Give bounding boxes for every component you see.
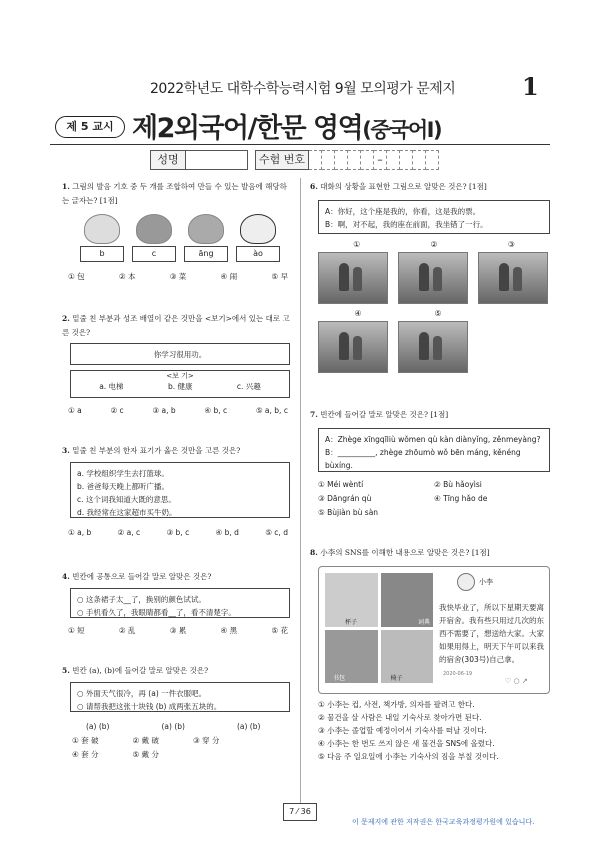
question-7 — [310, 408, 550, 422]
sns-post — [318, 566, 550, 694]
option[interactable]: ② 물건을 살 사람은 내일 기숙사로 찾아가면 된다. — [318, 713, 482, 722]
sns-user: 小李 — [479, 578, 493, 586]
number-cell[interactable] — [322, 150, 335, 170]
option[interactable]: ① a — [68, 406, 82, 415]
option[interactable]: ⑤ 花 — [271, 626, 288, 635]
pic-num: ④ — [354, 309, 362, 318]
q3-item: a. 学校组织学生去打篮球。 — [77, 469, 169, 478]
item-label: 词典 — [417, 618, 430, 626]
q5-col-head: (a) (b) — [86, 722, 110, 731]
subject-title — [132, 106, 441, 145]
q3-items — [70, 462, 290, 518]
scene-picture[interactable] — [318, 321, 388, 373]
q3-number: 3. — [62, 446, 70, 455]
q5-text: 빈칸 (a), (b)에 들어갈 말로 알맞은 것은? — [72, 666, 209, 675]
page-indicator: 7 ⁄ 36 — [283, 803, 317, 821]
q4-items — [70, 588, 290, 618]
subject-sub: (중국어Ⅰ) — [362, 118, 442, 142]
option[interactable]: ② Bù hǎoyìsi — [434, 480, 482, 489]
name-box — [150, 150, 248, 170]
scene-picture[interactable] — [318, 252, 388, 304]
avatar — [457, 573, 475, 591]
q6-dialog — [318, 200, 550, 234]
q3-text: 밑줄 친 부분의 한자 표기가 옳은 것만을 고른 것은? — [72, 446, 241, 455]
item-label: 杯子 — [345, 618, 358, 626]
bogi-item: a. 电梯 — [99, 382, 124, 391]
page-current: 7 — [289, 807, 295, 816]
q1-label: b — [80, 246, 124, 262]
number-cell[interactable] — [413, 150, 426, 170]
q1-number: 1. — [62, 182, 70, 191]
q1-options — [68, 270, 288, 284]
q7-options — [318, 478, 550, 520]
option[interactable]: ② 戴 破 — [132, 736, 159, 745]
number-dash: – — [374, 150, 387, 170]
q4-text: 빈칸에 공통으로 들어갈 말로 알맞은 것은? — [72, 572, 212, 581]
option[interactable]: ① 短 — [68, 626, 85, 635]
q6-pictures-row1 — [318, 252, 548, 304]
option[interactable]: ④ 套 分 — [72, 750, 99, 759]
option[interactable]: ③ b, c — [166, 528, 190, 537]
quokka-picture — [184, 214, 228, 264]
q5-options — [72, 720, 292, 762]
koala-picture — [132, 214, 176, 264]
sns-body: 我快毕业了，所以下星期天要离开宿舍。我有些只用过几次的东西不需要了，想送给大家。大家如果用得上，明天下午可以来我的宿舍(303号)自己拿。 — [439, 603, 544, 664]
question-2 — [62, 312, 292, 340]
pic-num: ① — [353, 240, 361, 249]
q1-label: ào — [236, 246, 280, 262]
option[interactable]: ③ 菜 — [169, 272, 187, 281]
q2-bogi — [70, 370, 290, 398]
cat-picture — [80, 214, 124, 264]
q3-item: b. 爸爸每天晚上都听广播。 — [77, 482, 170, 491]
number-label: 수험 번호 — [255, 150, 309, 170]
q6-number: 6. — [310, 182, 318, 191]
option[interactable]: ④ Tīng hǎo de — [434, 494, 488, 503]
q8-options — [318, 698, 550, 763]
scene-picture[interactable] — [398, 252, 468, 304]
option[interactable]: ④ b, d — [215, 528, 239, 537]
option[interactable]: ⑤ 戴 分 — [132, 750, 159, 759]
option[interactable]: ① 包 — [68, 272, 85, 281]
option[interactable]: ② c — [110, 406, 124, 415]
scene-picture[interactable] — [398, 321, 468, 373]
number-cell[interactable] — [309, 150, 322, 170]
pic-num: ③ — [507, 240, 515, 249]
q6-pictures-row2 — [318, 321, 468, 373]
option[interactable]: ③ Dāngrán qù — [318, 494, 372, 503]
q6-line: B：啊，对不起，我的座在前面，我坐错了一行。 — [325, 220, 488, 229]
q5-items — [70, 682, 290, 712]
panda-icon — [240, 214, 276, 244]
q4-number: 4. — [62, 572, 70, 581]
q4-options — [68, 624, 288, 638]
number-cell[interactable] — [426, 150, 439, 170]
q5-number: 5. — [62, 666, 70, 675]
q4-item: ○ 这条裙子太__了，换别的颜色试试。 — [77, 595, 206, 604]
sns-photos — [325, 573, 433, 683]
q1-text: 그림의 발음 기호 중 두 개를 조합하여 만들 수 있는 발음에 해당하는 글자는? [1점] — [62, 182, 287, 205]
page-number: 1 — [522, 72, 539, 101]
question-5 — [62, 664, 292, 678]
cup-picture — [325, 573, 378, 627]
option[interactable]: ③ a, b — [152, 406, 176, 415]
session-badge: 제 5 교시 — [55, 116, 125, 138]
question-4 — [62, 570, 292, 584]
option[interactable]: ④ 闹 — [220, 272, 238, 281]
option[interactable]: ① Méi wèntí — [318, 480, 364, 489]
number-cell[interactable] — [348, 150, 361, 170]
koala-icon — [136, 214, 172, 244]
q7-line: B：__________, zhège zhōumò wǒ bēn máng, kěnéng bùxíng. — [325, 448, 521, 470]
q2-options — [68, 404, 288, 418]
option[interactable]: ② 本 — [118, 272, 136, 281]
name-label: 성명 — [150, 150, 186, 170]
copyright-notice: 이 문제지에 관한 저작권은 한국교육과정평가원에 있습니다. — [352, 818, 535, 826]
option[interactable]: ⑤ c, d — [265, 528, 288, 537]
q5-item: ○ 外面天气很冷，再 (a) 一件衣服吧。 — [77, 689, 207, 698]
q8-text: 小李의 SNS를 이해한 내용으로 알맞은 것은? [1점] — [320, 548, 490, 557]
q2-text: 밑줄 친 부분과 성조 배열이 같은 것만을 <보기>에서 있는 대로 고른 것은? — [62, 314, 290, 337]
q5-col-head: (a) (b) — [161, 722, 185, 731]
page-total: 36 — [300, 807, 311, 816]
q1-pictures — [80, 214, 280, 264]
dictionary-picture — [381, 573, 434, 627]
q6-text: 대화의 상황을 표현한 그림으로 알맞은 것은? [1점] — [320, 182, 487, 191]
q6-line: A：你好，这个座是我的，你看，这是我的票。 — [325, 207, 481, 216]
bag-picture — [325, 630, 378, 684]
pic-num: ② — [430, 240, 438, 249]
item-label: 书包 — [333, 675, 346, 682]
exam-number-box — [255, 150, 439, 170]
q3-item: d. 我经常在这家超市买牛奶。 — [77, 508, 177, 517]
cat-icon — [84, 214, 120, 244]
question-6 — [310, 180, 550, 194]
q3-options — [68, 526, 288, 540]
question-3 — [62, 444, 292, 458]
panda-picture — [236, 214, 280, 264]
q5-item: ○ 请帮我把这张十块钱 (b) 成两张五块的。 — [77, 702, 222, 711]
q7-number: 7. — [310, 410, 318, 419]
q7-line: A：Zhège xīngqīliù wǒmen qù kàn diànyǐng, zěnmeyàng? — [325, 435, 541, 444]
sns-action-icons: ♡ ○ ↗ — [505, 677, 528, 685]
q7-dialog — [318, 428, 550, 472]
q5-col-head: (a) (b) — [236, 722, 261, 731]
exam-title: 2022학년도 대학수학능력시험 9월 모의평가 문제지 — [150, 81, 456, 97]
option[interactable]: ③ 小李는 졸업할 예정이어서 기숙사를 떠날 것이다. — [318, 726, 487, 735]
option[interactable]: ④ 黑 — [220, 626, 238, 635]
chair-picture — [381, 630, 434, 684]
option[interactable]: ① 小李는 컵, 사전, 책가방, 의자를 팔려고 한다. — [318, 700, 475, 709]
q7-text: 빈칸에 들어갈 말로 알맞은 것은? [1점] — [320, 410, 449, 419]
option[interactable]: ③ 累 — [169, 626, 187, 635]
bogi-title: <보 기> — [166, 372, 194, 380]
q4-item: ○ 手机看久了，我眼睛都看__了，看不清楚字。 — [77, 608, 236, 617]
number-cell[interactable] — [387, 150, 400, 170]
option[interactable]: ⑤ 早 — [271, 272, 288, 281]
q2-number: 2. — [62, 314, 70, 323]
q1-label: c — [132, 246, 176, 262]
bogi-item: c. 兴趣 — [236, 382, 261, 391]
q6-num-row1 — [318, 238, 550, 252]
option[interactable]: ② a, c — [117, 528, 141, 537]
q8-number: 8. — [310, 548, 318, 557]
option[interactable]: ④ 小李는 한 번도 쓰지 않은 새 물건을 SNS에 올렸다. — [318, 739, 495, 748]
option[interactable]: ④ b, c — [204, 406, 228, 415]
option[interactable]: ① 套 破 — [72, 736, 99, 745]
bogi-item: b. 健康 — [167, 382, 193, 391]
option[interactable]: ⑤ Bùjiàn bù sàn — [318, 508, 379, 517]
option[interactable]: ⑤ 다음 주 일요일에 小李는 기숙사의 짐을 부칠 것이다. — [318, 752, 499, 761]
number-cell[interactable] — [335, 150, 348, 170]
number-cell[interactable] — [400, 150, 413, 170]
q6-num-row2 — [318, 307, 478, 321]
question-1 — [62, 180, 292, 208]
number-cell[interactable] — [361, 150, 374, 170]
item-label: 椅子 — [390, 675, 403, 682]
name-field[interactable] — [186, 150, 248, 170]
scene-picture[interactable] — [478, 252, 548, 304]
q1-label: āng — [184, 246, 228, 262]
option[interactable]: ② 乱 — [118, 626, 136, 635]
q3-item: c. 这个词我知道大既的意思。 — [77, 495, 176, 504]
sns-date: 2020-06-19 — [443, 671, 473, 677]
quokka-icon — [188, 214, 224, 244]
q2-sentence: 你学习很用功。 — [70, 343, 290, 365]
question-8 — [310, 546, 550, 560]
option[interactable]: ① a, b — [68, 528, 92, 537]
option[interactable]: ③ 穿 分 — [193, 736, 220, 745]
subject-main: 제2외국어/한문 영역 — [132, 113, 363, 144]
pic-num: ⑤ — [434, 309, 442, 318]
option[interactable]: ⑤ a, b, c — [255, 406, 288, 415]
column-divider — [300, 178, 301, 803]
header-rule — [50, 144, 550, 145]
